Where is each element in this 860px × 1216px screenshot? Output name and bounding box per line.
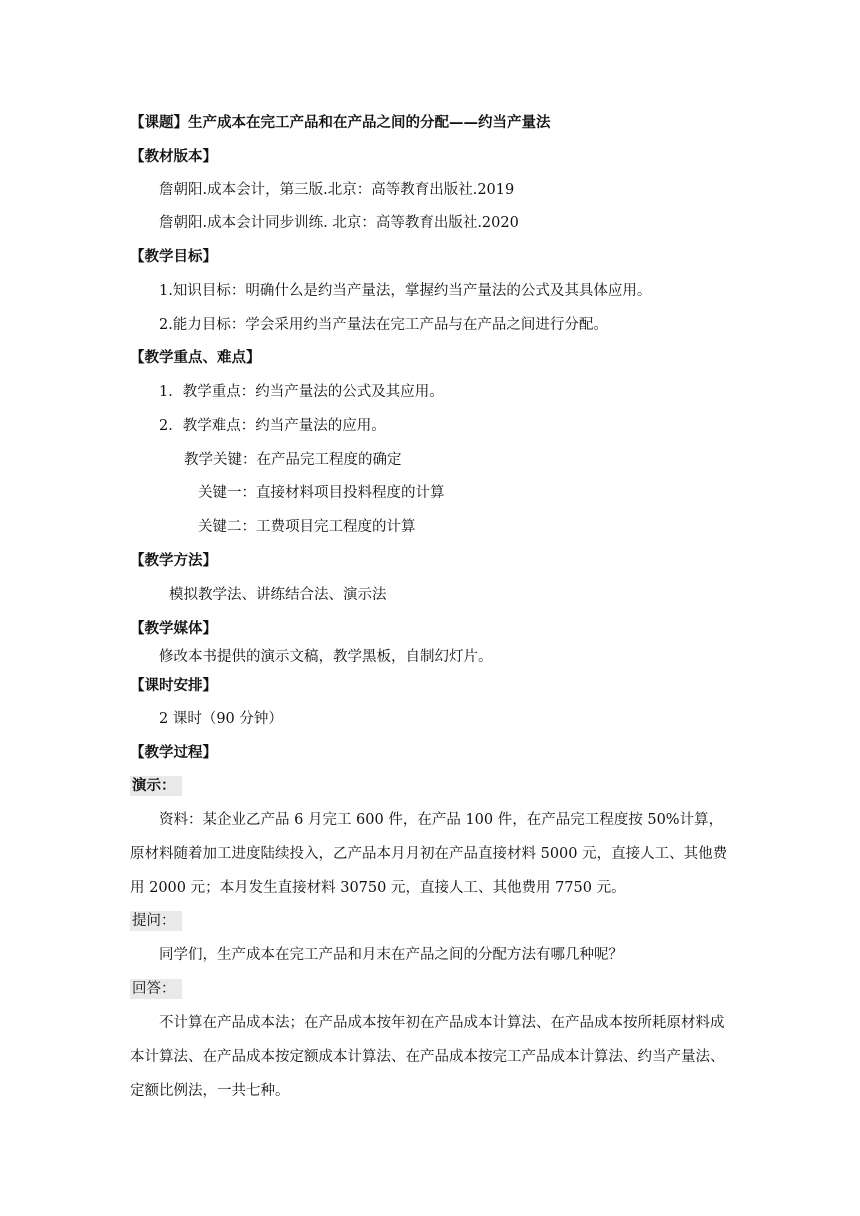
process-heading: 【教学过程】: [130, 745, 217, 761]
answer-label: 回答：: [130, 979, 182, 999]
goals-heading: 【教学目标】: [130, 249, 217, 265]
goal-item-2: 2.能力目标：学会采用约当产量法在完工产品与在产品之间进行分配。: [159, 317, 608, 333]
focus-item-2: 2．教学难点：约当产量法的应用。: [159, 418, 386, 434]
demo-label: 演示：: [130, 776, 182, 796]
question-label: 提问：: [130, 911, 182, 931]
key-line: 教学关键：在产品完工程度的确定: [184, 452, 402, 468]
lesson-topic: 【课题】生产成本在完工产品和在产品之间的分配——约当产量法: [130, 115, 551, 131]
textbook-line-1: 詹朝阳.成本会计，第三版.北京：高等教育出版社.2019: [159, 182, 515, 198]
focus-item-1: 1．教学重点：约当产量法的公式及其应用。: [159, 384, 444, 400]
answer-text: 不计算在产品成本法；在产品成本按年初在产品成本计算法、在产品成本按所耗原材料成本计算法、在产品成本按定额成本计算法、在产品成本按完工产品成本计算法、约当产量法、定额比例法，一共七种。: [130, 1015, 725, 1099]
method-text: 模拟教学法、讲练结合法、演示法: [169, 587, 387, 603]
media-text: 修改本书提供的演示文稿，教学黑板，自制幻灯片。: [159, 649, 493, 665]
key-item-2: 关键二：工费项目完工程度的计算: [198, 519, 416, 535]
textbook-line-2: 詹朝阳.成本会计同步训练. 北京：高等教育出版社.2020: [159, 215, 519, 231]
key-item-1: 关键一：直接材料项目投料程度的计算: [198, 485, 445, 501]
textbook-heading: 【教材版本】: [130, 149, 217, 165]
demo-text: 资料：某企业乙产品 6 月完工 600 件，在产品 100 件，在产品完工程度按 50%计算，原材料随着加工进度陆续投入，乙产品本月月初在产品直接材料 5000 元，直接人工、其他费用 2000 元；本月发生直接材料 30750 元，直接人工、其他费用 7750 元。: [130, 812, 728, 896]
schedule-heading: 【课时安排】: [130, 678, 217, 694]
goal-item-1: 1.知识目标：明确什么是约当产量法，掌握约当产量法的公式及其具体应用。: [159, 283, 652, 299]
focus-heading: 【教学重点、难点】: [130, 350, 261, 366]
media-heading: 【教学媒体】: [130, 621, 217, 637]
method-heading: 【教学方法】: [130, 553, 217, 569]
question-text: 同学们，生产成本在完工产品和月末在产品之间的分配方法有哪几种呢？: [159, 947, 623, 963]
schedule-text: 2 课时（90 分钟）: [159, 711, 283, 727]
